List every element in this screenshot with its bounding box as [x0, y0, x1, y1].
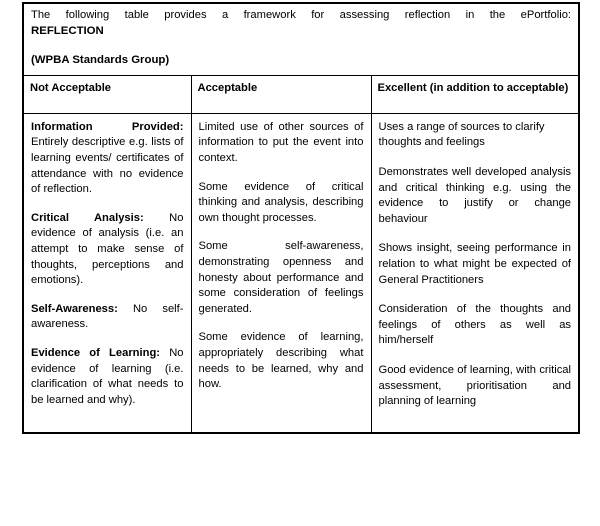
criterion-text: No evidence of analysis (i.e. an attempt to make sense of thoughts, perceptions and emotions). [31, 211, 184, 287]
table-body-row [23, 113, 579, 432]
acceptable-item-critical-analysis: Some evidence of critical thinking and analysis, describing own thought processes. [198, 180, 364, 224]
criterion-critical-analysis [31, 211, 184, 289]
criterion-label: Evidence of Learning: [31, 346, 161, 359]
criterion-self-awareness [31, 302, 184, 333]
column-header-acceptable [191, 76, 371, 114]
acceptable-item-self-awareness: Some self-awareness, demonstrating openness and honesty about performance and some consideration of feelings generated. [198, 240, 364, 315]
excellent-item-sources: Uses a range of sources to clarify thoughts and feelings [378, 120, 545, 149]
intro-paragraph: The following table provides a framework for assessing reflection in the ePortfolio: [31, 9, 572, 21]
column-header-label: Not Acceptable [30, 82, 112, 95]
document-subtitle: (WPBA Standards Group) [31, 54, 170, 67]
excellent-item-consideration-of-others: Consideration of the thoughts and feelings of others as well as him/herself [378, 303, 572, 347]
criterion-label: Information Provided: [31, 120, 184, 133]
document-title: REFLECTION [31, 25, 104, 38]
cell-not-acceptable [23, 113, 191, 432]
acceptable-item-evidence-of-learning: Some evidence of learning, appropriately describing what needs to be learned, why and how. [198, 331, 364, 391]
acceptable-item-information-provided: Limited use of other sources of information to put the event into context. [198, 120, 364, 164]
cell-acceptable [191, 113, 371, 432]
criterion-text: No evidence of learning (i.e. clarification of what needs to be learned and why). [31, 346, 184, 406]
cell-excellent [371, 113, 579, 432]
intro-cell [23, 3, 579, 76]
column-header-label: Acceptable [197, 82, 258, 95]
table-header-row [23, 76, 579, 114]
table-row-intro [23, 3, 579, 76]
criterion-information-provided [31, 120, 184, 198]
excellent-item-analysis: Demonstrates well developed analysis and critical thinking e.g. using the evidence to justify or change behaviour [378, 165, 572, 225]
excellent-item-insight: Shows insight, seeing performance in relation to what might be expected of General Practitioners [378, 242, 572, 286]
column-header-label: Excellent (in addition to acceptable) [377, 82, 569, 95]
criterion-label: Critical Analysis: [31, 211, 144, 224]
column-header-not-acceptable [23, 76, 191, 114]
criterion-label: Self-Awareness: [31, 302, 118, 315]
criterion-text: No self-awareness. [31, 302, 184, 331]
criterion-text: Entirely descriptive e.g. lists of learning events/ certificates of attendance with no evidence of reflection. [31, 136, 184, 196]
excellent-item-evidence-of-learning: Good evidence of learning, with critical assessment, prioritisation and planning of learning [378, 363, 572, 408]
reflection-framework-table [22, 2, 580, 434]
column-header-excellent [371, 76, 579, 114]
criterion-evidence-of-learning [31, 346, 184, 408]
